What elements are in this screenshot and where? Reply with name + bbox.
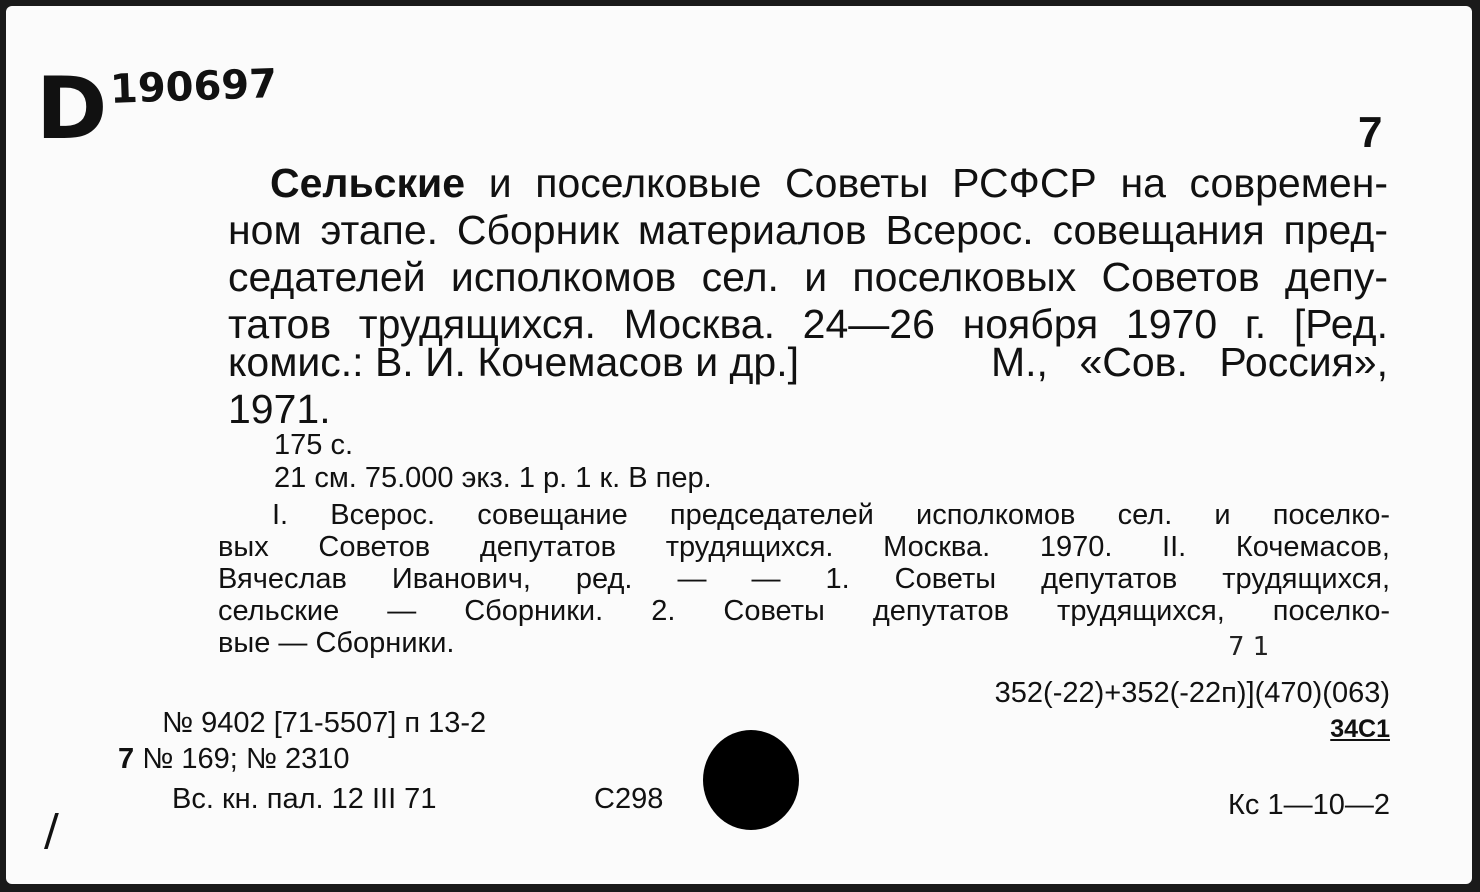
entry-line-4: татов трудящихся. Москва. 24—26 ноября 1970 г. [Ред. [228,301,1388,347]
reference-prefix: 7 [118,743,135,775]
collation-details: 21 см. 75.000 экз. 1 р. 1 к. В пер. [274,462,712,494]
ink-blot [703,730,799,830]
margin-mark: / [44,805,59,856]
card-letter: D [36,59,108,159]
catalog-card [6,6,1472,884]
entry-heading-word: Сельские [270,160,465,206]
classification-index: 352(-22)+352(-22п)](470)(063) [994,677,1390,709]
c-code: С298 [594,783,664,815]
card-number: 7 [1358,108,1383,157]
entry-imprint: М., «Сов. Россия», [991,339,1388,385]
tracing-line-1: I. Всерос. совещание председателей исполкомов сел. и поселко- [272,499,1390,531]
entry-line-1 [270,160,1388,207]
reference-text: № 169; № 2310 [142,743,350,775]
tracing-line-2: вых Советов депутатов трудящихся. Москва. 1970. II. Кочемасов, [218,531,1390,563]
tracing-line-4: сельские — Сборники. 2. Советы депутатов трудящихся, поселко- [218,595,1390,627]
kc-code: Кс 1—10—2 [1228,789,1390,821]
entry-line-6: 1971. [228,386,331,432]
order-line: № 9402 [71-5507] п 13-2 [162,707,487,739]
card-accession-number: 190697 [109,61,278,113]
tracing-line-3: Вячеслав Иванович, ред. — — 1. Советы депутатов трудящихся, [218,563,1390,595]
printing-line: Вс. кн. пал. 12 III 71 [172,783,437,815]
entry-line-5-left: комис.: В. И. Кочемасов и др.] [228,339,800,385]
handwritten-mark: 7 1 [1228,632,1270,662]
classification-code: 34С1 [1330,715,1390,743]
entry-line-2: ном этапе. Сборник материалов Всерос. совещания пред- [228,207,1388,253]
tracing-line-5: вые — Сборники. [218,627,455,659]
entry-line-3: седателей исполкомов сел. и поселковых Советов депу- [228,254,1388,300]
reference-line [118,742,350,776]
entry-line-1-text: и поселковые Советы РСФСР на современ- [488,160,1388,206]
collation-pages: 175 с. [274,429,353,461]
